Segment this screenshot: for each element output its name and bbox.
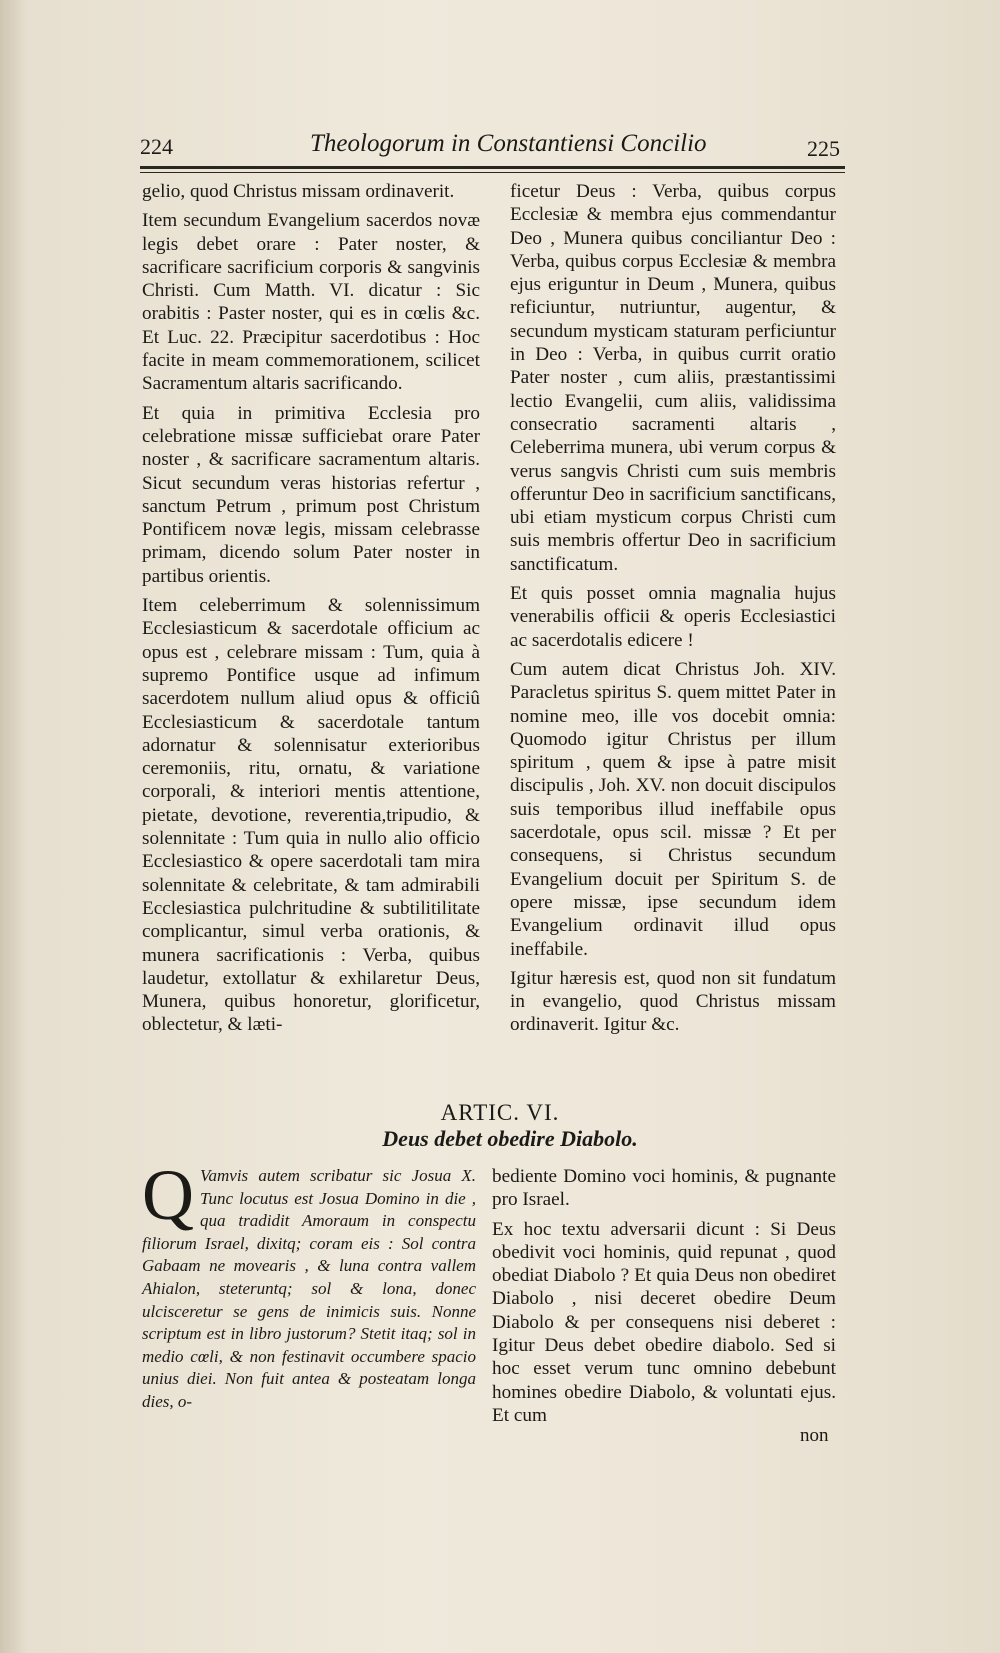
article-left-text: Vamvis autem scribatur sic Josua X. Tunc locutus est Josua Domino in die , qua tradidit Amoraum in conspectu filiorum Israel, dixitq; coram eis : Sol contra Gabaam ne movearis , & luna contra vallem Ahialon, steteruntq; sol & lona, donec ulcisceretur se gens de inimicis suis. Nonne scriptum est in libro justorum? Stetit itaq; sol in medio cœli, & non festinavit occumbere spacio unius diei. Non fuit antea & posteatam longa dies, o- bbox=[142, 1166, 476, 1411]
article-paragraph bbox=[142, 1155, 476, 1414]
paragraph: gelio, quod Christus missam ordinaverit. bbox=[142, 181, 455, 202]
page-edge-shadow bbox=[0, 0, 28, 1653]
paragraph: Cum autem dicat Christus Joh. XIV. Paracletus spiritus S. quem mittet Pater in nomine meo, ille vos docebit omnia: Quomodo igitur Christus per illum spiritum , quem & ipse à patre misit discipulis , Joh. XV. non docuit discipulos suis temporibus illud ineffabile opus sacerdotale, opus scil. missæ ? Et per consequens, si Christus secundum Evangelium docuit per Spiritum S. de opere missæ, ipse secundum idem Evangelium ordinavit illud opus ineffabile. bbox=[510, 658, 836, 960]
paragraph: ficetur Deus : Verba, quibus corpus Ecclesiæ & membra ejus commendantur Deo , Munera quibus conciliantur Deo : Verba, quibus corpus Ecclesiæ & membra ejus eriguntur in Deum , Munera, quibus reficiuntur, nutriuntur, augentur, & secundum mysticam staturam perficiuntur in Deo : Verba, in quibus currit oratio Pater noster , cum aliis, præstantissimi lectio Evangelii, cum aliis, validissima consecratio sacramenti altaris , Celeberrima munera, ubi verum corpus & verus sangvis Christi cum suis membris offeruntur Deo in sacrificium sanctificans, ubi etiam mysticum corpus Christi cum suis membris offertur Deo in sacrificium sanctificatum. bbox=[510, 181, 836, 575]
paragraph: Item secundum Evangelium sacerdos novæ legis debet orare : Pater noster, & sacrificare sacrificium corporis & sangvinis Christi. Cum Matth. VI. dicatur : Sic orabitis : Paster noster, qui es in cœlis &c. Et Luc. 22. Præcipitur sacerdotibus : Hoc facite in meam commemorationem, scilicet Sacramentum altaris sacrificando. bbox=[142, 210, 480, 395]
article-heading bbox=[140, 1100, 840, 1152]
paragraph: Et quis posset omnia magnalia hujus venerabilis officii & operis Ecclesiastici ac sacerdotalis edicere ! bbox=[510, 583, 836, 651]
header-rule bbox=[140, 166, 845, 169]
article-title: ARTIC. VI. bbox=[440, 1100, 560, 1125]
left-column bbox=[142, 180, 480, 1037]
paragraph: Et quia in primitiva Ecclesia pro celebratione missæ sufficiebat orare Pater noster , & sacrificare sacramentum altaris. Sicut secundum veras historias refertur , sanctum Petrum , primum post Christum Pontificem novæ legis, missam celebrasse primam, dicendo solum Pater noster in partibus orientis. bbox=[142, 402, 480, 587]
drop-cap: Q bbox=[142, 1155, 194, 1235]
right-column bbox=[510, 180, 836, 1037]
paragraph: bediente Domino voci hominis, & pugnante pro Israel. bbox=[492, 1166, 836, 1211]
page-number-right: 225 bbox=[807, 136, 840, 161]
article-subtitle: Deus debet obedire Diabolo. bbox=[382, 1126, 638, 1151]
catchword: non bbox=[800, 1425, 829, 1446]
article-right-column bbox=[492, 1165, 836, 1427]
running-title: Theologorum in Constantiensi Concilio bbox=[310, 130, 707, 157]
running-head bbox=[140, 130, 840, 170]
article-left-column bbox=[142, 1155, 476, 1414]
header-rule-thin bbox=[140, 172, 845, 173]
page-number-left: 224 bbox=[140, 134, 173, 159]
paragraph: Ex hoc textu adversarii dicunt : Si Deus obedivit voci hominis, quid repunat , quod obediat Diabolo ? Et quia Deus non obediret Diabolo , nisi deceret obedire Deum Diabolo & per consequens nisi deberet : Igitur Deus debet obedire diabolo. Sed si hoc esset verum tunc omnino debebunt homines obedire Diabolo, & voluntati ejus. Et cum bbox=[492, 1218, 836, 1426]
paragraph: Igitur hæresis est, quod non sit fundatum in evangelio, quod Christus missam ordinaverit. Igitur &c. bbox=[510, 967, 836, 1036]
paragraph: Item celeberrimum & solennissimum Ecclesiasticum & sacerdotale officium ac opus est , celebrare missam : Tum, quia à supremo Pontifice usque ad infimum sacerdotem nullum aliud opus & officiû Ecclesiasticum & sacerdotale tantum adornatur & solennisatur exterioribus ceremoniis, ritu, ornatu, & variatione corporali, & interiori mentis attentione, pietate, devotione, reverentia,tripudio, & solennitate : Tum quia in nullo alio officio Ecclesiastico & opere sacerdotali tam mira solennitate & celebritate, & tam admirabili Ecclesiastica pulchritudine & subtilitilitate complicantur, simul verba orationis, & munera sacrificationis : Verba, quibus laudetur, extollatur & exhilaretur Deus, Munera, quibus honoretur, glorificetur, oblectetur, & læti- bbox=[142, 595, 480, 1036]
